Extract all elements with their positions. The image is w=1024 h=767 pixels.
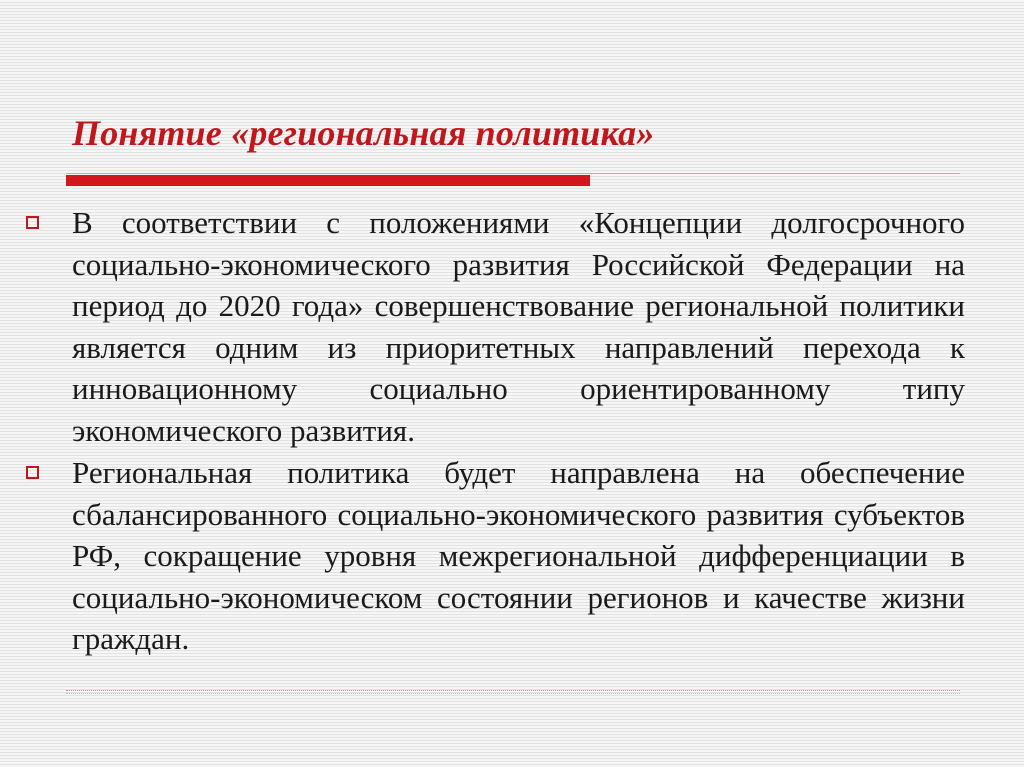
title-divider-accent <box>66 175 590 186</box>
slide-title: Понятие «региональная политика» <box>72 113 655 153</box>
hollow-square-icon <box>26 466 39 479</box>
bullet-text: В соответствии с положениями «Концепции долгосрочного социально-экономического развития Российской Федерации на период до 2020 года» совершенствование региональной политики является одним из приоритетных направлений перехода к инновационному социально ориентированному типу экономического развития. <box>72 205 965 448</box>
title-divider-thin <box>66 173 960 174</box>
bullet-item <box>24 202 965 451</box>
footer-divider <box>66 693 960 694</box>
bullet-text: Региональная политика будет направлена на обеспечение сбалансированного социально-экономического развития субъектов РФ, сокращение уровня межрегиональной дифференциации в социально-экономическом состоянии регионов и качестве жизни граждан. <box>72 455 965 656</box>
bullet-item <box>24 452 965 660</box>
slide-content <box>24 202 965 661</box>
hollow-square-icon <box>26 216 39 229</box>
footer-divider <box>66 690 960 691</box>
